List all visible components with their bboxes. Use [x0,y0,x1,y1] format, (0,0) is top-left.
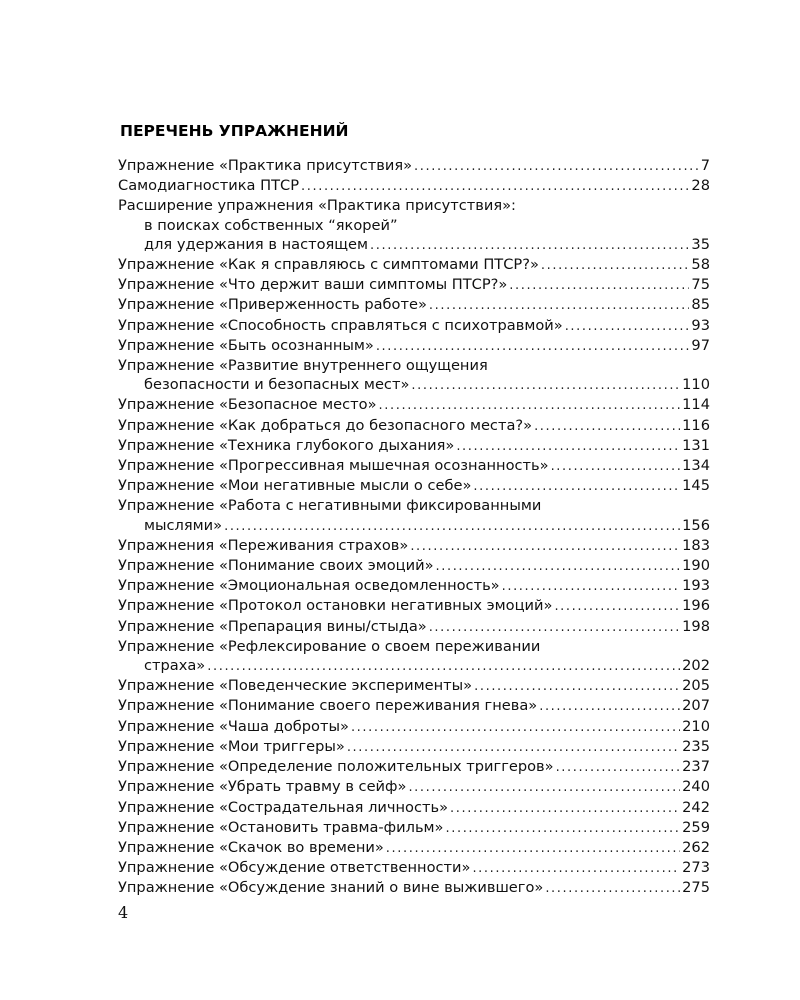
toc-entry-line [118,576,710,596]
toc-entry[interactable] [118,878,710,898]
toc-entry-title: Упражнение «Обсуждение ответственности» [118,859,471,877]
toc-entry-line [118,798,710,818]
toc-entry[interactable] [118,436,710,456]
toc-entry-line [118,556,710,576]
dot-leader [534,417,680,436]
toc-entry-title: Упражнение «Приверженность работе» [118,296,427,314]
toc-entry-title: Упражнение «Понимание своих эмоций» [118,557,434,575]
toc-entry-line [118,295,710,315]
toc-entry-page: 85 [691,296,710,314]
toc-entry-page: 116 [682,416,710,434]
toc-entry-line [118,496,710,515]
toc-entry-line [118,235,710,255]
dot-leader [551,457,681,476]
toc-entry[interactable] [118,777,710,797]
toc-entry-line [118,176,710,196]
toc-entry-page: 7 [700,157,710,174]
dot-leader [472,859,680,878]
toc-entry-line [118,858,710,878]
dot-leader [556,758,681,777]
toc-entry-page: 93 [691,316,710,334]
toc-entry-title: Упражнение «Мои негативные мысли о себе» [118,477,472,495]
toc-entry-line [118,838,710,858]
toc-entry-line [118,436,710,456]
toc-entry[interactable] [118,838,710,858]
toc-entry[interactable] [118,798,710,818]
toc-entry-line [118,156,710,176]
toc-entry[interactable] [118,496,710,535]
toc-entry-page: 28 [691,177,710,195]
dot-leader [554,597,680,616]
dot-leader [539,697,680,716]
toc-entry-title: Упражнение «Практика присутствия» [118,157,413,174]
toc-entry-page: 240 [682,778,710,796]
toc-entry[interactable] [118,737,710,757]
dot-leader [436,557,681,576]
toc-entry[interactable] [118,476,710,496]
dot-leader [565,317,690,336]
dot-leader [446,819,681,838]
toc-entry-page: 193 [682,577,710,595]
toc-entry[interactable] [118,858,710,878]
toc-entry-title: Упражнение «Препарация вины/стыда» [118,617,427,635]
dot-leader [376,337,690,356]
toc-entry-line [118,416,710,436]
toc-entry[interactable] [118,637,710,676]
dot-leader [502,577,681,596]
dot-leader [370,236,689,255]
toc-entry-title: Самодиагностика ПТСР [118,177,300,195]
toc-entry[interactable] [118,596,710,616]
toc-entry-title: Упражнения «Переживания страхов» [118,536,409,554]
toc-entry-page: 58 [691,256,710,274]
toc-entry-page: 114 [682,396,710,414]
dot-leader [386,839,680,858]
toc-entry[interactable] [118,295,710,315]
toc-entry-page: 196 [682,597,710,615]
toc-entry-page: 205 [682,677,710,695]
toc-entry[interactable] [118,676,710,696]
toc-entry[interactable] [118,617,710,637]
toc-entry-line [118,596,710,616]
toc-entry[interactable] [118,275,710,295]
toc-entry-line [118,818,710,838]
toc-entry[interactable] [118,395,710,415]
toc-entry-title: Упражнение «Как добраться до безопасного места?» [118,416,533,434]
dot-leader [473,477,680,496]
toc-entry-title: Упражнение «Чаша доброты» [118,717,349,735]
toc-entry-title: Упражнение «Эмоциональная осведомленность» [118,577,500,595]
toc-entry[interactable] [118,757,710,777]
toc-entry-title: Упражнение «Как я справляюсь с симптомами ПТСР?» [118,256,539,274]
toc-entry[interactable] [118,456,710,476]
toc-entry-title: в поисках собственных “якорей” [144,216,398,234]
toc-entry-page: 75 [691,276,710,294]
toc-entry-title: Упражнение «Безопасное место» [118,396,377,414]
toc-entry[interactable] [118,176,710,196]
toc-entry-title: Упражнение «Работа с негативными фиксированными [118,497,542,515]
dot-leader [347,738,680,757]
toc-entry-page: 145 [682,477,710,495]
toc-entry-line [118,516,710,536]
toc-entry[interactable] [118,255,710,275]
toc-entry-title: Упражнение «Поведенческие эксперименты» [118,677,473,695]
toc-entry-title: Расширение упражнения «Практика присутствия»: [118,197,516,215]
dot-leader [456,437,680,456]
dot-leader [541,256,690,275]
dot-leader [410,537,680,556]
toc-entry-line [118,336,710,356]
page-number: 4 [118,903,129,922]
toc-entry-page: 134 [682,457,710,475]
toc-entry[interactable] [118,196,710,255]
toc-entry-line [118,375,710,395]
toc-entry-line [118,395,710,415]
toc-entry-title: страха» [144,657,206,675]
toc-entry-page: 237 [682,758,710,776]
toc-entry-title: Упражнение «Понимание своего переживания гнева» [118,697,538,715]
toc-entry-title: Упражнение «Протокол остановки негативных эмоций» [118,597,553,615]
toc-entry-line [118,275,710,295]
toc-entry-page: 235 [682,737,710,755]
toc-entry-line [118,637,710,656]
toc-entry-line [118,676,710,696]
toc-entry-page: 275 [682,879,710,897]
dot-leader [450,799,680,818]
toc-entry-page: 190 [682,557,710,575]
toc-entry-line [118,696,710,716]
toc-entry-page: 183 [682,536,710,554]
toc-entry-line [118,717,710,737]
dot-leader [301,177,689,196]
toc-entry[interactable] [118,356,710,395]
dot-leader [429,296,690,315]
toc-entry-page: 210 [682,717,710,735]
toc-entry-page: 242 [682,798,710,816]
toc-entry-page: 35 [691,235,710,253]
toc-entry-title: Упражнение «Определение положительных триггеров» [118,758,554,776]
toc-entry-title: безопасности и безопасных мест» [144,376,410,394]
toc-entry-title: Упражнение «Убрать травму в сейф» [118,778,407,796]
toc-entry-title: Упражнение «Прогрессивная мышечная осознанность» [118,457,549,475]
dot-leader [379,396,681,415]
toc-entry-title: Упражнение «Техника глубокого дыхания» [118,436,455,454]
toc-entry-title: Упражнение «Остановить травма-фильм» [118,818,444,836]
toc-entry-page: 198 [682,617,710,635]
dot-leader [207,657,680,676]
toc-entry-page: 262 [682,838,710,856]
toc-entry-title: Упражнение «Обсуждение знаний о вине выжившего» [118,879,544,897]
toc-entry-line [118,757,710,777]
dot-leader [509,276,689,295]
toc-entry[interactable] [118,717,710,737]
toc-entry-title: Упражнение «Быть осознанным» [118,336,374,354]
toc-entry-page: 97 [691,336,710,354]
dot-leader [411,376,680,395]
toc-entry-page: 259 [682,818,710,836]
toc-entry-line [118,456,710,476]
toc-entry-title: Упражнение «Рефлексирование о своем переживании [118,637,541,655]
page-title: ПЕРЕЧЕНЬ УПРАЖНЕНИЙ [120,122,349,140]
dot-leader [429,618,680,637]
dot-leader [474,677,680,696]
dot-leader [414,157,699,176]
toc-entry-title: мыслями» [144,516,223,534]
toc-entry[interactable] [118,336,710,356]
toc-entry[interactable] [118,576,710,596]
toc-entry-line [118,656,710,676]
toc-entry-line [118,737,710,757]
toc-entry[interactable] [118,316,710,336]
toc-entry-page: 207 [682,697,710,715]
toc-entry[interactable] [118,536,710,556]
toc-entry[interactable] [118,416,710,436]
toc-entry-title: Упражнение «Скачок во времени» [118,838,384,856]
toc-entry-title: для удержания в настоящем [144,235,369,253]
toc-entry-line [118,878,710,898]
dot-leader [224,517,680,536]
dot-leader [408,778,680,797]
toc-entry-page: 156 [682,516,710,534]
toc-entry-line [118,476,710,496]
table-of-contents [118,156,710,899]
toc-entry-title: Упражнение «Способность справляться с психотравмой» [118,316,563,334]
toc-entry[interactable] [118,556,710,576]
toc-entry-title: Упражнение «Что держит ваши симптомы ПТСР?» [118,276,508,294]
toc-entry-page: 110 [682,376,710,394]
dot-leader [351,718,680,737]
toc-entry-line [118,316,710,336]
toc-entry-line [118,356,710,375]
toc-entry-line [118,255,710,275]
toc-entry-line [118,536,710,556]
toc-entry-page: 202 [682,657,710,675]
toc-entry-page: 131 [682,436,710,454]
toc-entry-line [118,617,710,637]
toc-entry-page: 273 [682,859,710,877]
toc-entry[interactable] [118,818,710,838]
toc-entry-line [118,196,710,215]
toc-entry[interactable] [118,156,710,176]
toc-entry-line [118,777,710,797]
toc-entry[interactable] [118,696,710,716]
toc-entry-title: Упражнение «Развитие внутреннего ощущения [118,357,488,375]
toc-entry-title: Упражнение «Мои триггеры» [118,737,345,755]
toc-entry-title: Упражнение «Сострадательная личность» [118,798,449,816]
toc-entry-line [118,216,710,235]
dot-leader [545,879,680,898]
